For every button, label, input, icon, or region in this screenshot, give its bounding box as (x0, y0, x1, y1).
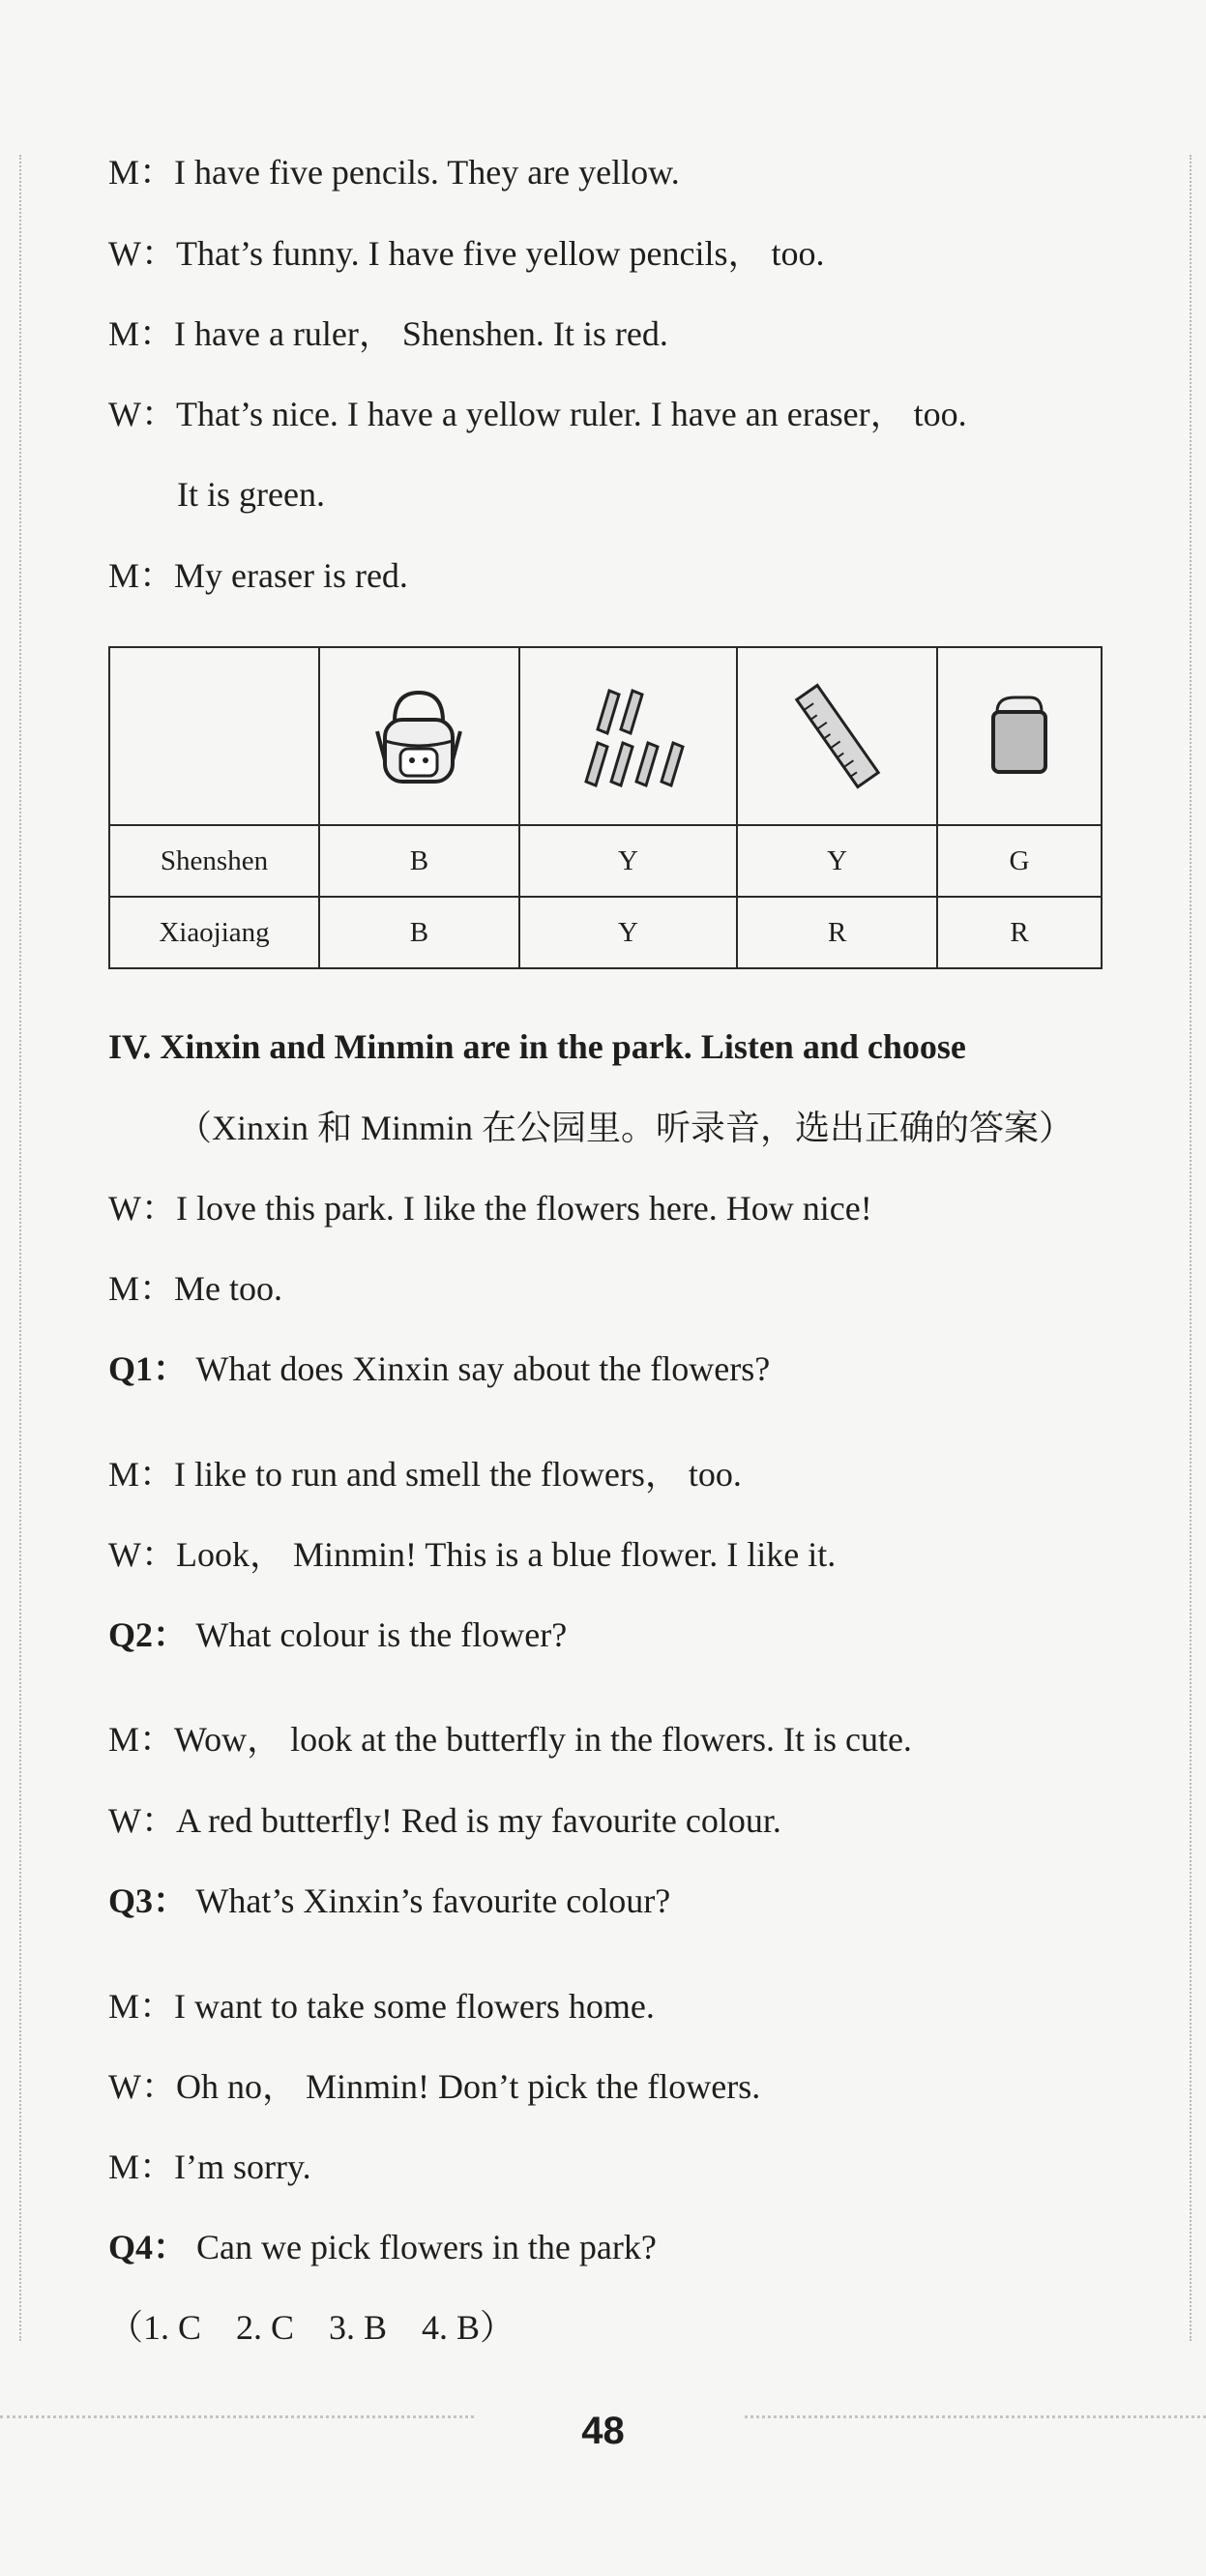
ruler-value: Y (737, 825, 937, 897)
pencils-icon (571, 683, 687, 789)
dialogue-line: M：I have five pencils. They are yellow. (108, 153, 680, 192)
dialogue-line: W：Oh no， Minmin! Don’t pick the flowers. (108, 2067, 761, 2106)
bag-value: B (319, 897, 519, 968)
question-q2: Q2： What colour is the flower? (108, 1615, 568, 1654)
dialogue-line: M：Wow， look at the butterfly in the flowers. It is cute. (108, 1720, 912, 1759)
answer-key: （1. C 2. C 3. B 4. B） (108, 2308, 515, 2347)
dialogue-line: W：A red butterfly! Red is my favourite colour. (108, 1801, 781, 1840)
table-row (109, 897, 1102, 968)
dialogue-line: M：My eraser is red. (108, 556, 408, 595)
dialogue-line-continued: It is green. (177, 475, 325, 514)
dialogue-line: M：I like to run and smell the flowers， too. (108, 1455, 742, 1494)
question-q3: Q3： What’s Xinxin’s favourite colour? (108, 1881, 671, 1920)
ruler-icon (784, 678, 891, 794)
empty-corner-cell (109, 647, 319, 825)
dialogue-line: W：That’s funny. I have five yellow pencils， too. (108, 234, 825, 273)
bag-cell (319, 647, 519, 825)
table-header-row (109, 647, 1102, 825)
section-subheading: （Xinxin 和 Minmin 在公园里。听录音，选出正确的答案） (177, 1109, 1074, 1147)
pencils-value: Y (519, 897, 737, 968)
row-name: Xiaojiang (109, 897, 319, 968)
bag-value: B (319, 825, 519, 897)
dialogue-line: W：Look， Minmin! This is a blue flower. I like it. (108, 1535, 837, 1574)
left-margin-line (19, 155, 21, 2341)
page-number: 48 (581, 2410, 625, 2452)
eraser-value: G (937, 825, 1102, 897)
table-row (109, 825, 1102, 897)
items-table (108, 646, 1103, 969)
ruler-cell (737, 647, 937, 825)
question-q1: Q1： What does Xinxin say about the flowers? (108, 1349, 771, 1388)
eraser-icon (976, 688, 1063, 785)
pencils-cell (519, 647, 737, 825)
dialogue-line: M：I want to take some flowers home. (108, 1987, 655, 2026)
question-q4: Q4： Can we pick flowers in the park? (108, 2228, 657, 2266)
pencils-value: Y (519, 825, 737, 897)
bag-icon (366, 683, 472, 789)
dialogue-line: M：I have a ruler， Shenshen. It is red. (108, 314, 668, 353)
dialogue-line: M：Me too. (108, 1269, 283, 1308)
row-name: Shenshen (109, 825, 319, 897)
right-margin-line (1190, 155, 1191, 2341)
dialogue-line: W：That’s nice. I have a yellow ruler. I have an eraser， too. (108, 395, 967, 433)
dialogue-line: M：I’m sorry. (108, 2147, 311, 2186)
dialogue-line: W：I love this park. I like the flowers here. How nice! (108, 1189, 872, 1228)
section-heading: IV. Xinxin and Minmin are in the park. Listen and choose (108, 1027, 966, 1066)
eraser-value: R (937, 897, 1102, 968)
ruler-value: R (737, 897, 937, 968)
eraser-cell (937, 647, 1102, 825)
